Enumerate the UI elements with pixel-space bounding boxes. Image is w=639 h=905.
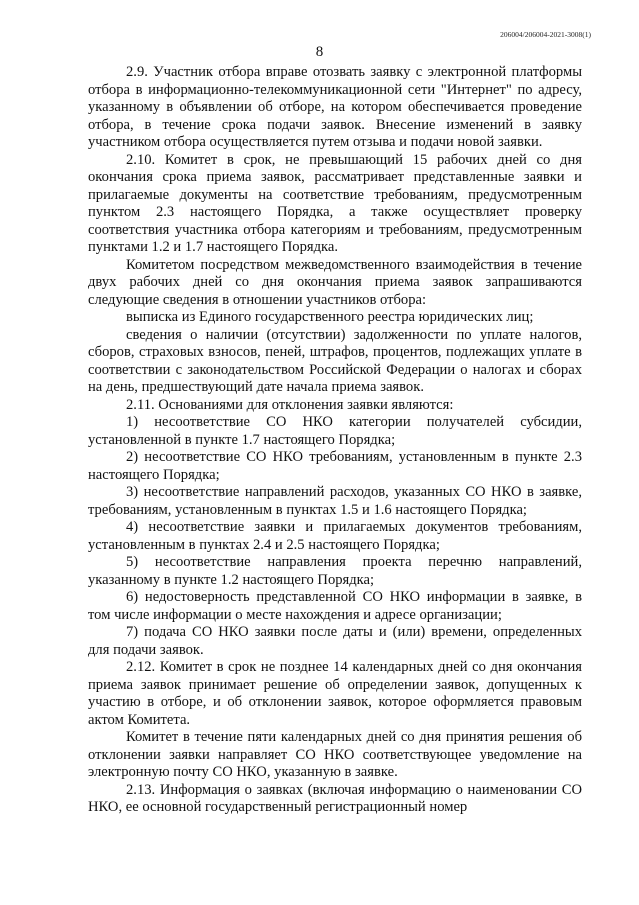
list-item-reason-5: 5) несоответствие направления проекта перечню направлений, указанному в пункте 1.2 настоящего Порядка; bbox=[88, 554, 582, 588]
list-item-reason-2: 2) несоответствие СО НКО требованиям, установленным в пункте 2.3 настоящего Порядка; bbox=[88, 449, 582, 483]
paragraph-2-9: 2.9. Участник отбора вправе отозвать заявку с электронной платформы отбора в информационно-телекоммуникационной сети "Интернет" по адресу, указанному в объявлении об отборе, на котором обеспечивается проведение отбора, в течение срока подачи заявок. Внесение изменений в заявку участником отбора осуществляется путем отзыва и подачи новой заявки. bbox=[88, 64, 582, 150]
list-item-reason-7: 7) подача СО НКО заявки после даты и (или) времени, определенных для подачи заявок. bbox=[88, 624, 582, 658]
paragraph-2-10: 2.10. Комитет в срок, не превышающий 15 рабочих дней со дня окончания срока приема заявок, рассматривает представленные заявки и прилагаемые документы на соответствие требованиям, предусмотренным пунктом 2.3 настоящего Порядка, а также осуществляет проверку соответствия участника отбора категориям и требованиям, предусмотренным пунктами 1.2 и 1.7 настоящего Порядка. bbox=[88, 151, 582, 255]
paragraph-interagency-request: Комитетом посредством межведомственного взаимодействия в течение двух рабочих дней со дня окончания приема заявок запрашиваются следующие сведения в отношении участников отбора: bbox=[88, 256, 582, 308]
page-number: 8 bbox=[315, 44, 324, 60]
document-number: 206004/206004-2021-3008(1) bbox=[500, 30, 591, 39]
list-item-reason-4: 4) несоответствие заявки и прилагаемых документов требованиям, установленным в пунктах 2.4 и 2.5 настоящего Порядка; bbox=[88, 519, 582, 553]
paragraph-2-12: 2.12. Комитет в срок не позднее 14 календарных дней со дня окончания приема заявок принимает решение об определении заявок, допущенных к участию в отборе, и об отклонении заявок, которое оформляется правовым актом Комитета. bbox=[88, 659, 582, 728]
paragraph-rejection-notice: Комитет в течение пяти календарных дней со дня принятия решения об отклонении заявки направляет СО НКО соответствующее уведомление на электронную почту СО НКО, указанную в заявке. bbox=[88, 729, 582, 780]
paragraph-2-13: 2.13. Информация о заявках (включая информацию о наименовании СО НКО, ее основной государственный регистрационный номер bbox=[88, 781, 582, 815]
list-item-reason-1: 1) несоответствие СО НКО категории получателей субсидии, установленной в пункте 1.7 настоящего Порядка; bbox=[88, 414, 582, 448]
document-body bbox=[88, 64, 582, 817]
list-item-reason-6: 6) недостоверность представленной СО НКО информации в заявке, в том числе информации о месте нахождения и адресе организации; bbox=[88, 589, 582, 623]
paragraph-tax-debt-info: сведения о наличии (отсутствии) задолженности по уплате налогов, сборов, страховых взносов, пеней, штрафов, процентов, подлежащих уплате в соответствии с законодательством Российской Федерации о налогах и сборах на день, предшествующий дате начала приема заявок. bbox=[88, 326, 582, 395]
paragraph-2-11: 2.11. Основаниями для отклонения заявки являются: bbox=[126, 396, 454, 413]
list-item-reason-3: 3) несоответствие направлений расходов, указанных СО НКО в заявке, требованиям, установленным в пунктах 1.5 и 1.6 настоящего Порядка; bbox=[88, 484, 582, 518]
paragraph-egrul-extract: выписка из Единого государственного реестра юридических лиц; bbox=[126, 309, 534, 325]
